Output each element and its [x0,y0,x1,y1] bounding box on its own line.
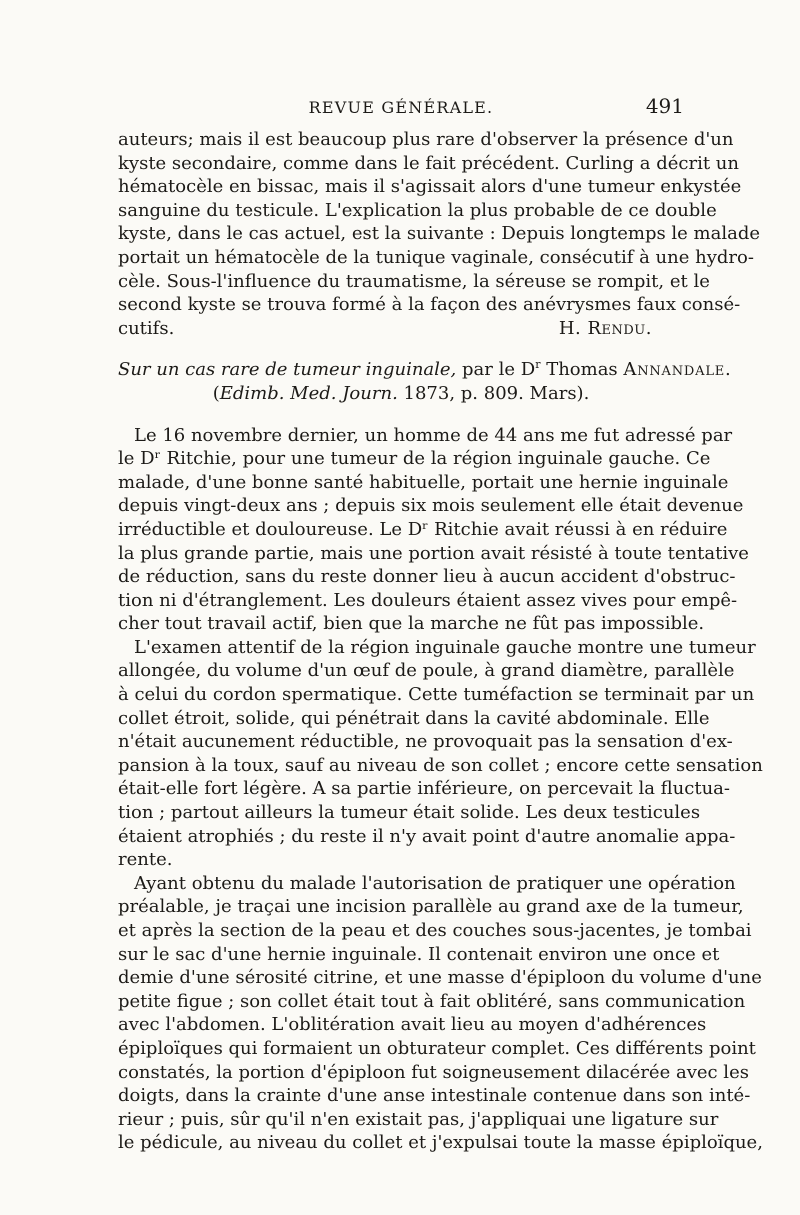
text-line: sanguine du testicule. L'explication la plus probable de ce double [118,199,717,221]
text-line: irréductible et douloureuse. Le Dʳ Ritchie avait réussi à en réduire [118,518,728,540]
paragraph [118,424,749,636]
text-line: petite figue ; son collet était tout à fait oblitéré, sans communication [118,990,746,1012]
text-line: constatés, la portion d'épiploon fut soigneusement dilacérée avec les [118,1061,749,1083]
text-line: n'était aucunement réductible, ne provoquait pas la sensation d'ex- [118,731,733,753]
text-line: le Dʳ Ritchie, pour une tumeur de la région inguinale gauche. Ce [118,448,711,470]
text-line: le pédicule, au niveau du collet et j'expulsai toute la masse épiploïque, [118,1132,763,1154]
text-line: doigts, dans la crainte d'une anse intestinale contenue dans son inté- [118,1085,751,1107]
text-line: cutifs. [118,317,175,339]
signature-line [118,317,684,341]
text-line: auteurs; mais il est beaucoup plus rare d'observer la présence d'un [118,129,734,150]
signature-author: H. Rendu. [558,317,652,339]
text-line: hématocèle en bissac, mais il s'agissait alors d'une tumeur enkystée [118,176,742,198]
article-title: Sur un cas rare de tumeur inguinale, [118,359,457,381]
article-by: par le D [462,359,536,381]
text-line: rente. [118,849,173,871]
text-line: collet étroit, solide, qui pénétrait dans la cavité abdominale. Elle [118,707,710,729]
text-line: depuis vingt-deux ans ; depuis six mois seulement elle était devenue [118,495,744,517]
text-line: malade, d'une bonne santé habituelle, portait une hernie inguinale [118,471,729,493]
running-title: REVUE GÉNÉRALE. [308,98,494,117]
text-line: L'examen attentif de la région inguinale gauche montre une tumeur [134,636,756,658]
text-line: la plus grande partie, mais une portion avait résisté à toute tentative [118,542,749,564]
paragraph-continued [118,128,761,340]
page-header [118,94,684,122]
text-line: sur le sac d'une hernie inguinale. Il contenait environ une once et [118,943,720,965]
article-ref-rest: 1873, p. 809. Mars). [403,382,590,404]
text-line: cèle. Sous-l'influence du traumatisme, la séreuse se rompit, et le [118,270,710,292]
text-line: épiploïques qui formaient un obturateur complet. Ces différents point [118,1037,756,1059]
text-line: allongée, du volume d'un œuf de poule, à grand diamètre, parallèle [118,660,735,682]
paragraph [118,872,763,1155]
text-line: tion ni d'étranglement. Les douleurs étaient assez vives pour empê- [118,589,738,611]
article-ref-open: ( [212,382,220,404]
text-line: à celui du cordon spermatique. Cette tuméfaction se terminait par un [118,684,755,706]
article-journal: Edimb. Med. Journ. [219,382,398,404]
article-reference-line [118,382,684,406]
text-line: tion ; partout ailleurs la tumeur était solide. Les deux testicules [118,802,701,824]
text-line: kyste, dans le cas actuel, est la suivante : Depuis longtemps le malade [118,223,761,245]
article-author-last: Annandale. [623,359,732,381]
text-line: préalable, je traçai une incision parallèle au grand axe de la tumeur, [118,896,744,918]
text-line: demie d'une sérosité citrine, et une masse d'épiploon du volume d'une [118,967,762,989]
article-heading [118,358,732,405]
article-author-first: Thomas [546,359,618,381]
article-dr-sup: r [535,358,541,372]
article-title-line [118,358,732,382]
text-line: étaient atrophiés ; du reste il n'y avait point d'autre anomalie appa- [118,825,736,847]
text-line: de réduction, sans du reste donner lieu à aucun accident d'obstruc- [118,566,736,588]
text-line: Le 16 novembre dernier, un homme de 44 ans me fut adressé par [134,424,733,446]
text-line: Ayant obtenu du malade l'autorisation de pratiquer une opération [134,872,736,894]
body-text [118,128,763,1155]
text-line: rieur ; puis, sûr qu'il n'en existait pas, j'appliquai une ligature sur [118,1108,719,1130]
text-line: pansion à la toux, sauf au niveau de son collet ; encore cette sensation [118,754,763,776]
text-line: cher tout travail actif, bien que la marche ne fût pas impossible. [118,613,705,635]
text-line: avec l'abdomen. L'oblitération avait lieu au moyen d'adhérences [118,1014,707,1036]
text-line: second kyste se trouva formé à la façon des anévrysmes faux consé- [118,294,741,316]
page-number: 491 [645,94,684,118]
text-line: kyste secondaire, comme dans le fait précédent. Curling a décrit un [118,152,739,174]
text-line: et après la section de la peau et des couches sous-jacentes, je tombai [118,920,752,941]
text-line: portait un hématocèle de la tunique vaginale, consécutif à une hydro- [118,246,754,268]
text-line: était-elle fort légère. A sa partie inférieure, on percevait la fluctua- [118,778,730,800]
paragraph [118,636,763,872]
